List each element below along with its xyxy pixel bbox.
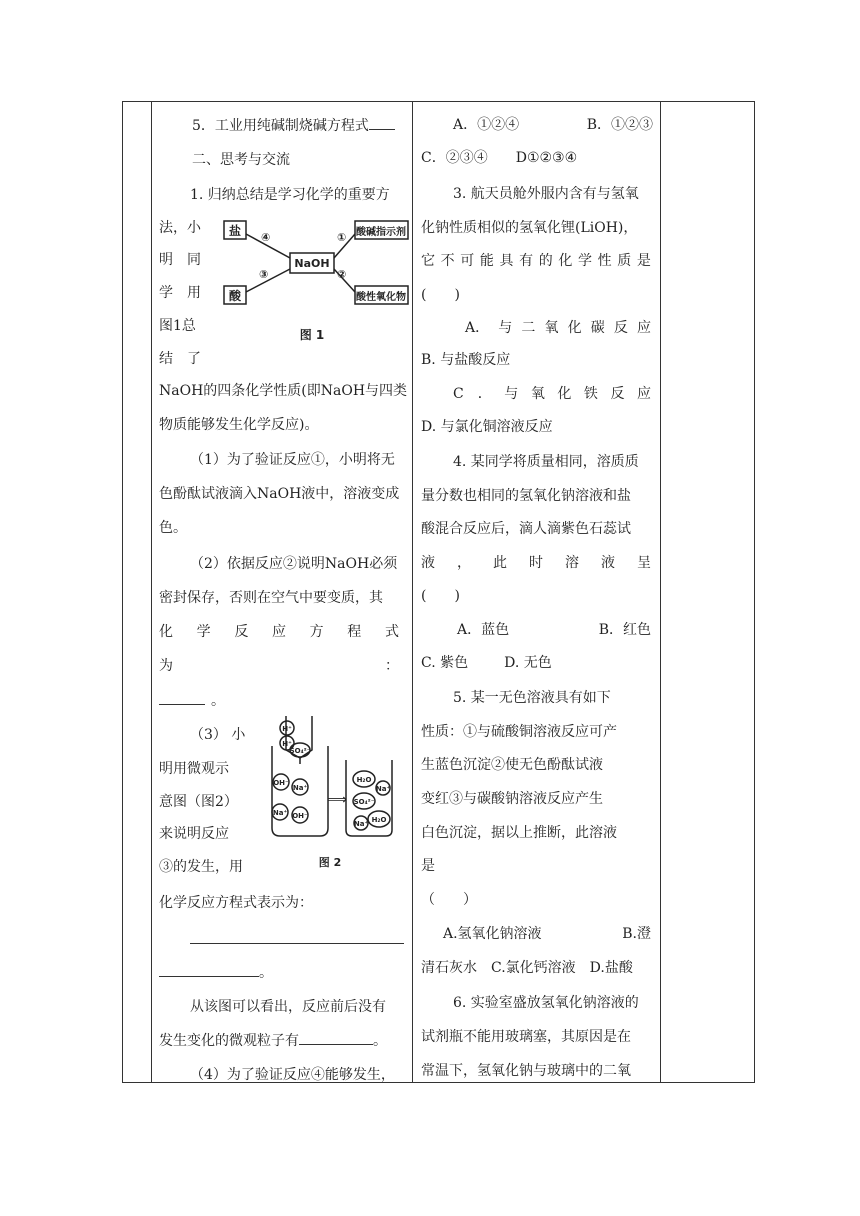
arrow-icon: ⟹: [326, 792, 348, 808]
water-molecule: H₂O: [371, 816, 387, 824]
sulfate-ion: SO₄²⁻: [353, 798, 375, 806]
reaction-3-marker: ③: [259, 268, 269, 281]
table-divider: [412, 102, 413, 1082]
answer-blank[interactable]: 。: [159, 962, 273, 983]
hydroxide-ion: OH⁻: [292, 812, 308, 820]
worksheet-table: 5．工业用纯碱制烧碱方程式 二、思考与交流 1. 归纳总结是学习化学的重要方 法，小 明 同 学 用 图1总 结 了 盐 酸碱指示剂 NaOH 酸 酸性氧化物 ④ ① ③ ② 图 1 NaOH的四条化学性质(即NaOH与四类 物质能够发生化学反应)。 （1）为了验证反应①，小明将无 色酚酞试液滴入NaOH液中，溶液变成 色。 （2）依据反应②说明NaOH必须 密封保存，否则在空气中要变质，其 化 学 反 应 方 程 式 为 ： 。 （3） 小 明用微观示 意图（图2） 来说明反应 ③的发生，用 H⁺ H⁺ SO₄²⁻ OH⁻ Na⁺ Na⁺ OH⁻ ⟹ H₂O SO₄²⁻ Na⁺ Na⁺ H₂O 图 2 化学反应方程式表示为： 。 从该图可以看出，反应前后没有 发生变化的微观粒子有 。 （4）为了验证反应④能够发生， A．①②④ B．①②③ C．②③④ D①②③④ 3. 航天员舱外服内含有与氢氧 化钠性质相似的氢氧化锂(LiOH)， 它 不 可 能 具 有 的 化 学 性 质 是 ( ) A． 与 二 氧 化 碳 反 应 B. 与盐酸反应 C ． 与 氧 化 铁 反 应 D. 与氯化铜溶液反应 4. 某同学将质量相同，溶质质 量分数也相同的氢氧化钠溶液和盐 酸混合反应后，滴人滴紫色石蕊试 液 ， 此 时 溶 液 呈 ( ) A．蓝色 B．红色 C. 紫色 D. 无色 5. 某一无色溶液具有如下 性质：①与硫酸铜溶液反应可产 生蓝色沉淀②使无色酚酞试液 变红③与碳酸钠溶液反应产生 白色沉淀，据以上推断，此溶液 是 （ ） A.氢氧化钠溶液 B.澄 清石灰水 C.氯化钙溶液 D.盐酸 6. 实验室盛放氢氧化钠溶液的 试剂瓶不能用玻璃塞，其原因是在 常温下，氢氧化钠与玻璃中的二氧: [122, 101, 755, 1083]
question-5: 5．工业用纯碱制烧碱方程式: [192, 115, 395, 136]
reaction-1-marker: ①: [337, 231, 347, 244]
figure-2-caption: 图 2: [318, 856, 342, 869]
table-divider: [151, 102, 152, 1082]
answer-blank[interactable]: [190, 929, 404, 950]
sulfate-ion: SO₄²⁻: [289, 747, 311, 755]
figure-2-diagram: [262, 716, 412, 886]
water-molecule: H₂O: [356, 776, 372, 784]
acid-label: 酸: [228, 289, 242, 303]
answer-blank[interactable]: 。: [159, 690, 225, 711]
sodium-ion: Na⁺: [292, 784, 308, 792]
figure-1-caption: 图 1: [299, 328, 325, 342]
sodium-ion: Na⁺: [375, 785, 391, 793]
answer-blank[interactable]: 发生变化的微观粒子有 。: [159, 1030, 387, 1051]
naoh-label: NaOH: [294, 257, 330, 270]
sodium-ion: Na⁺: [272, 809, 288, 817]
hydrogen-ion: H⁺: [282, 740, 292, 748]
sodium-ion: Na⁺: [353, 820, 369, 828]
spaced-line: 化 学 反 应 方 程 式: [159, 624, 399, 640]
hydrogen-ion: H⁺: [282, 725, 292, 733]
figure-1-diagram: [220, 216, 410, 351]
hydroxide-ion: OH⁻: [273, 779, 289, 787]
reaction-4-marker: ④: [261, 231, 271, 244]
salt-label: 盐: [228, 224, 242, 238]
acid-oxide-label: 酸性氧化物: [356, 292, 406, 303]
reaction-2-marker: ②: [337, 268, 347, 281]
section-heading: 二、思考与交流: [192, 152, 290, 168]
table-divider: [660, 102, 661, 1082]
acid-indicator-label: 酸碱指示剂: [356, 227, 406, 238]
